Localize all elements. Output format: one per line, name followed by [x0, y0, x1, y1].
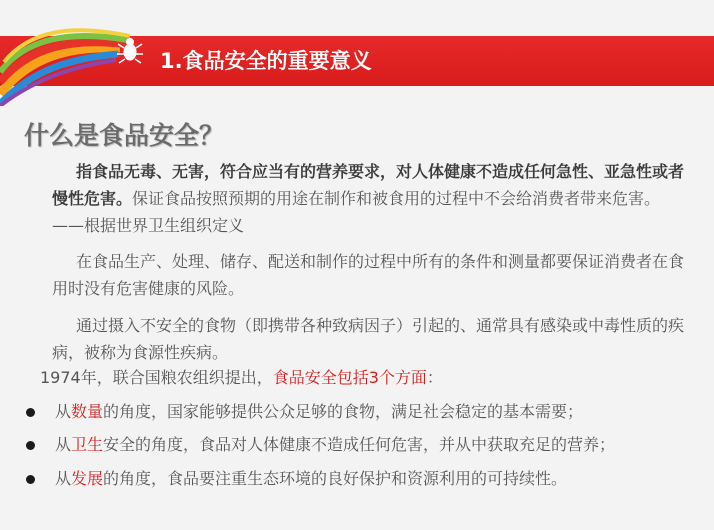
foodborne-disease-paragraph	[52, 312, 692, 366]
bullet-icon	[26, 441, 35, 450]
bullet-keyword: 卫生	[71, 435, 104, 454]
bullet-icon	[26, 475, 35, 484]
conditions-text: 在食品生产、处理、储存、配送和制作的过程中所有的条件和测量都要保证消费者在食用时没有危害健康的风险。	[52, 252, 685, 298]
bullet-prefix: 从	[55, 402, 72, 421]
fao-intro-colon: ：	[426, 368, 443, 387]
list-item	[26, 398, 583, 425]
fao-intro-highlight: 食品安全包括3个方面	[272, 368, 427, 387]
bullet-prefix: 从	[55, 435, 72, 454]
fao-intro-line	[40, 364, 443, 391]
section-heading: 什么是食品安全？	[24, 121, 225, 150]
bullet-text: 安全的角度，食品对人体健康不造成任何危害，并从中获取充足的营养；	[103, 435, 616, 454]
list-item	[26, 431, 615, 458]
bullet-text: 的角度，国家能够提供公众足够的食物，满足社会稳定的基本需要；	[103, 402, 584, 421]
bullet-text: 的角度，食品要注重生态环境的良好保护和资源利用的可持续性。	[103, 469, 568, 488]
page-title: 1.食品安全的重要意义	[160, 49, 372, 73]
bullet-prefix: 从	[55, 469, 72, 488]
definition-paragraph	[52, 158, 692, 239]
bullet-keyword: 数量	[71, 402, 104, 421]
foodborne-disease-text: 通过摄入不安全的食物（即携带各种致病因子）引起的、通常具有感染或中毒性质的疾病，被称为食源性疾病。	[52, 316, 685, 362]
fao-intro-text: 1974年，联合国粮农组织提出，	[40, 368, 273, 387]
definition-bold-text: 指食品无毒、无害，符合应当有的营养要求，对人体健康不造成任何急性、亚急性或者慢性危害。	[52, 162, 685, 208]
colorful-swoosh-graphic	[0, 16, 150, 106]
bullet-icon	[26, 408, 35, 417]
bullet-keyword: 发展	[71, 469, 104, 488]
conditions-paragraph	[52, 248, 692, 302]
list-item	[26, 465, 567, 492]
definition-rest-text: 保证食品按照预期的用途在制作和被食用的过程中不会给消费者带来危害。——根据世界卫生组织定义	[52, 189, 661, 235]
